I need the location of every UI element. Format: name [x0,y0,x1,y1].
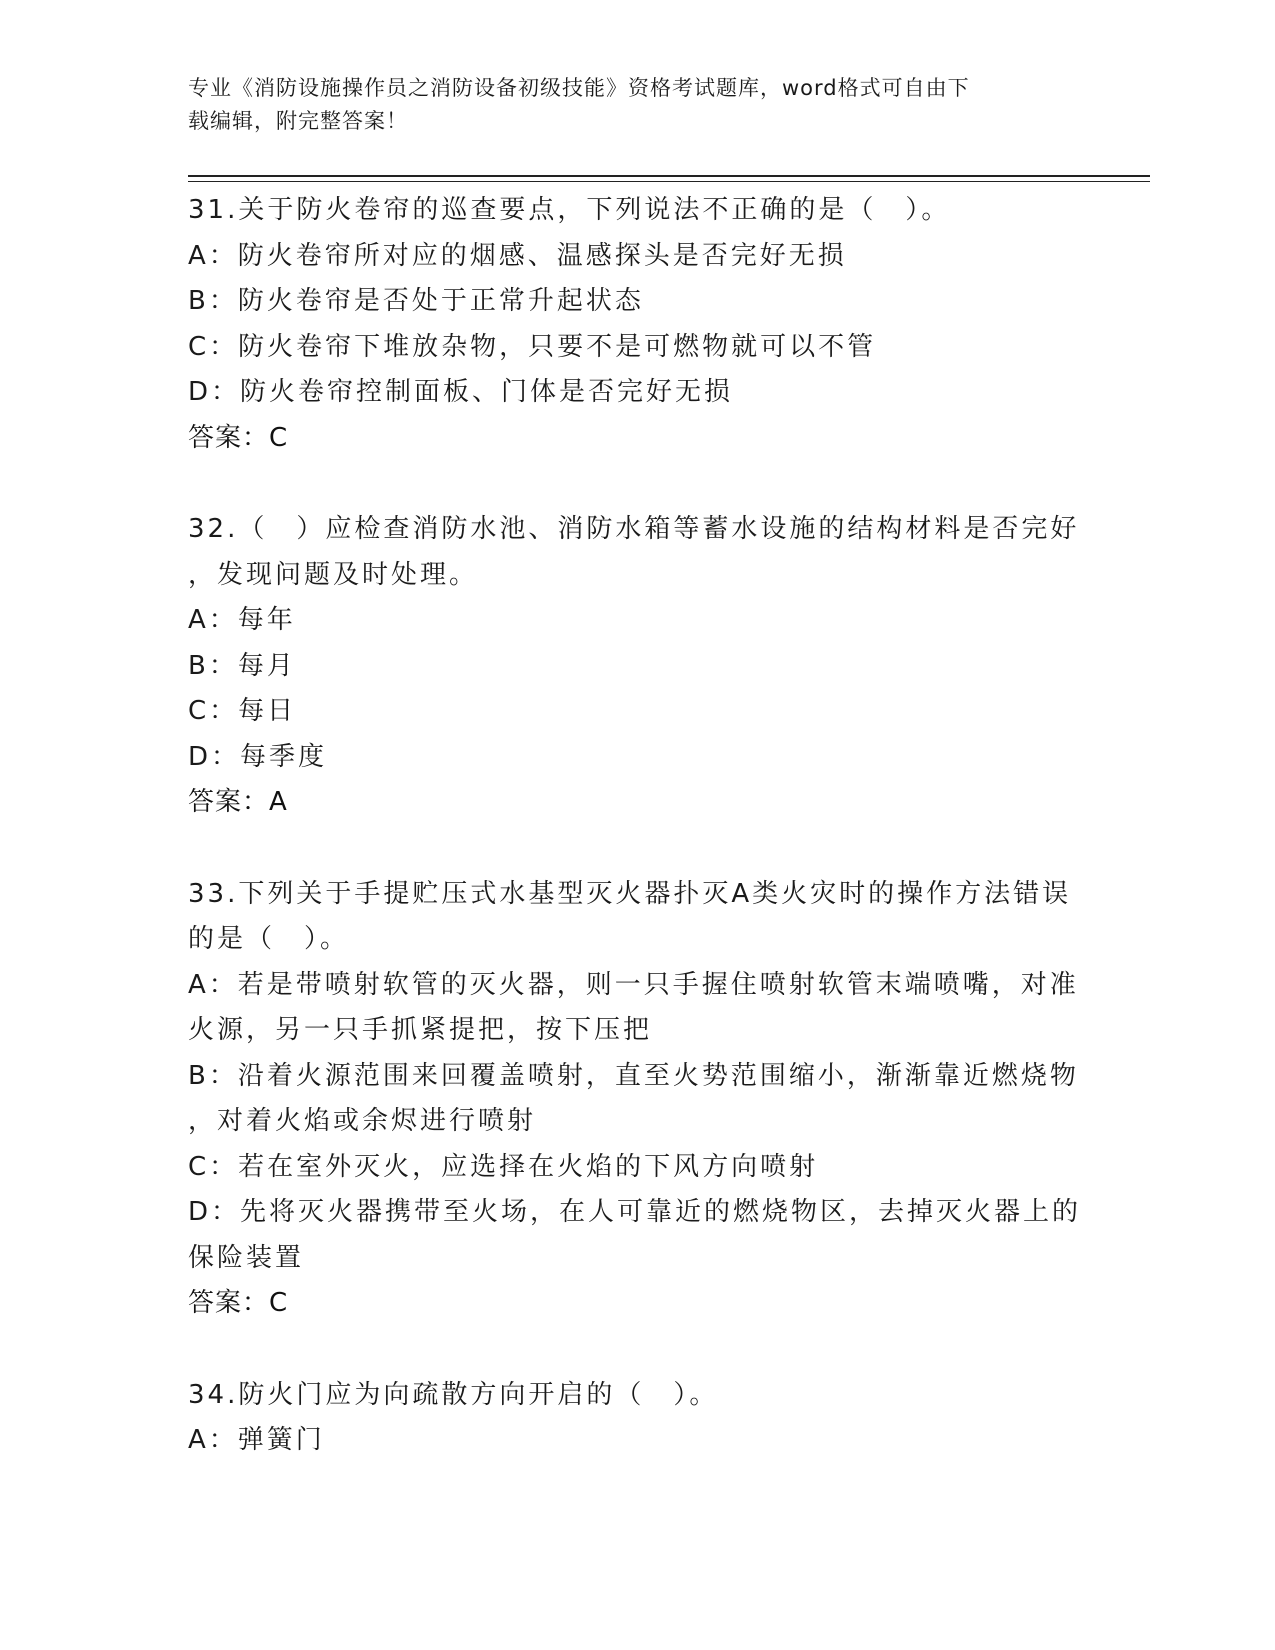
question-stem: 34.防火门应为向疏散方向开启的（ ）。 [188,1379,719,1410]
question-stem: 32.（ ）应检查消防水池、消防水箱等蓄水设施的结构材料是否完好 [188,514,1080,544]
answer-line: 答案：C [188,422,289,453]
header-rule-thin [188,181,1150,182]
header-rule-thick [188,175,1150,177]
question-list [188,188,1088,1510]
question-stem-cont: ，发现问题及时处理。 [188,559,479,590]
option-d: D：防火卷帘控制面板、门体是否完好无损 [188,377,734,407]
header-line-1: 专业《消防设施操作员之消防设备初级技能》资格考试题库，word格式可自由下 [188,76,970,100]
option-b: B：防火卷帘是否处于正常升起状态 [188,286,644,316]
question-stem-cont: 的是（ ）。 [188,924,350,954]
option-c: C：防火卷帘下堆放杂物，只要不是可燃物就可以不管 [188,331,877,362]
option-c: C：每日 [188,696,297,726]
header-line-2: 载编辑，附完整答案！ [188,109,408,133]
answer-line: 答案：C [188,1288,289,1318]
question-32 [188,507,1088,826]
option-a: A：弹簧门 [188,1425,325,1455]
option-a: A：每年 [188,605,296,635]
option-b: B：每月 [188,650,296,681]
option-d: D：每季度 [188,741,328,772]
document-header [188,72,1088,138]
option-a: A：若是带喷射软管的灭火器，则一只手握住喷射软管末端喷嘴，对准 [188,969,1079,1000]
question-33 [188,872,1088,1327]
option-d-cont: 保险装置 [188,1242,305,1273]
answer-line: 答案：A [188,787,288,817]
question-31 [188,188,1088,461]
option-d: D：先将灭火器携带至火场，在人可靠近的燃烧物区，去掉灭火器上的 [188,1197,1082,1227]
question-stem: 31.关于防火卷帘的巡查要点，下列说法不正确的是（ ）。 [188,195,951,225]
question-34 [188,1373,1088,1464]
question-stem: 33.下列关于手提贮压式水基型灭火器扑灭A类火灾时的操作方法错误 [188,878,1072,909]
option-a: A：防火卷帘所对应的烟感、温感探头是否完好无损 [188,240,847,271]
option-b-cont: ，对着火焰或余烬进行喷射 [188,1106,537,1136]
option-b: B：沿着火源范围来回覆盖喷射，直至火势范围缩小，渐渐靠近燃烧物 [188,1060,1079,1091]
option-a-cont: 火源，另一只手抓紧提把，按下压把 [188,1015,653,1045]
option-c: C：若在室外灭火，应选择在火焰的下风方向喷射 [188,1151,819,1182]
